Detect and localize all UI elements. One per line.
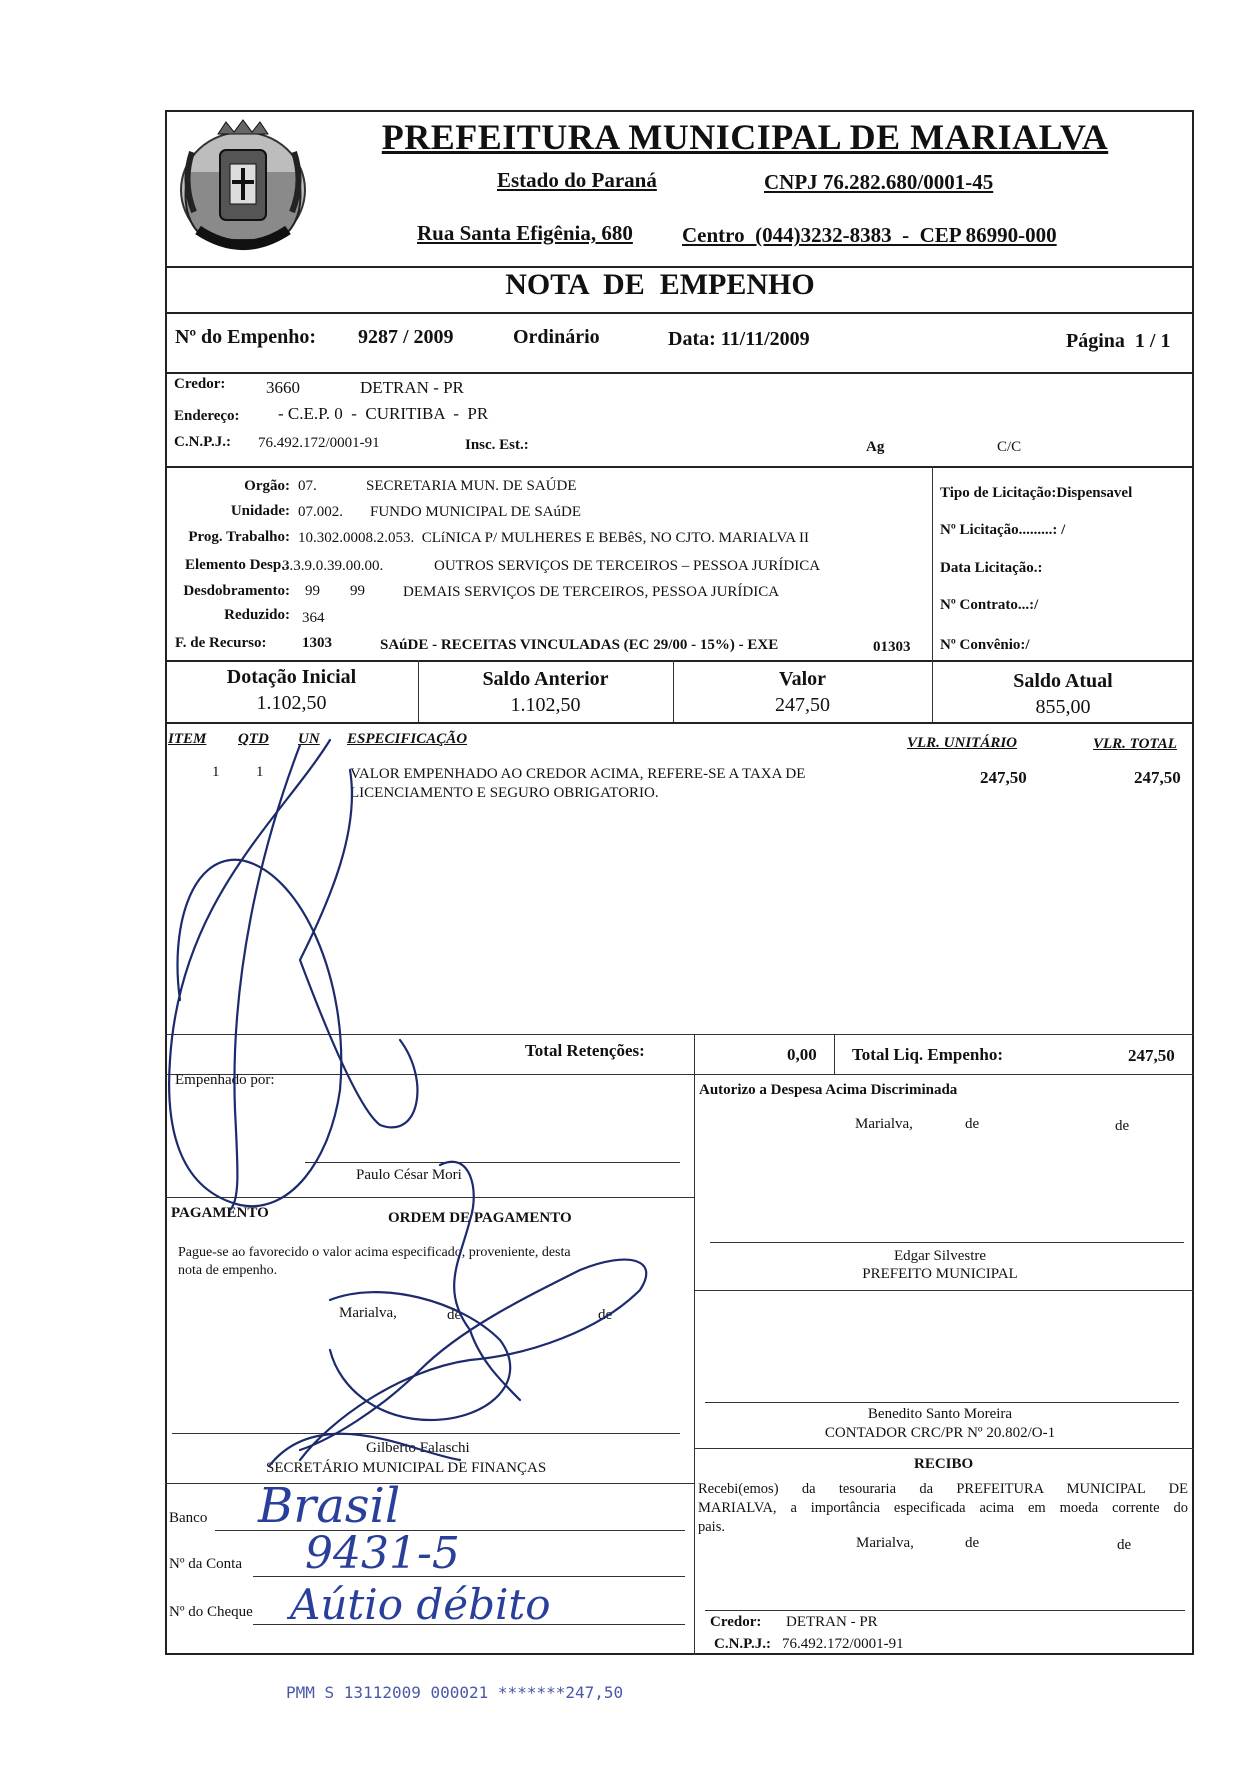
col-vlr-total: VLR. TOTAL: [1093, 736, 1177, 752]
banco-label: Banco: [169, 1510, 208, 1526]
data-licitacao: Data Licitação.:: [940, 560, 1043, 576]
unidade-label: Unidade:: [230, 503, 290, 519]
recurso-code2: 01303: [873, 639, 911, 655]
empenhado-name: Paulo César Mori: [356, 1167, 462, 1183]
numero-convenio: Nº Convênio:/: [940, 637, 1030, 653]
unidade-code: 07.002.: [298, 504, 343, 520]
unidade-name: FUNDO MUNICIPAL DE SAúDE: [370, 504, 581, 520]
dotacao-inicial-value: 1.102,50: [256, 692, 327, 714]
row-qtd: 1: [256, 764, 264, 780]
elemento-label: Elemento Desp.:: [185, 557, 290, 573]
valor-value: 247,50: [775, 694, 830, 716]
autorizo-de1: de: [965, 1116, 980, 1132]
autorizo-text: Autorizo a Despesa Acima Discriminada: [699, 1082, 958, 1098]
recibo-line1: Recebi(emos) da tesouraria da PREFEITURA MUNICIPAL DE: [698, 1481, 1188, 1497]
secretario-name: Gilberto Falaschi: [366, 1440, 470, 1456]
desdobramento-label: Desdobramento:: [183, 583, 290, 599]
empenhado-label: Empenhado por:: [175, 1072, 275, 1088]
cnpj-value: 76.492.172/0001-91: [258, 435, 380, 451]
pagamento-de1: de: [447, 1307, 462, 1323]
state-name: Estado do Paraná: [497, 168, 657, 192]
numero-contrato: Nº Contrato...:/: [940, 597, 1039, 613]
banco-value: Brasil: [258, 1478, 401, 1534]
ag-label: Ag: [866, 439, 885, 455]
contador-name: Benedito Santo Moreira: [867, 1406, 1013, 1422]
valor-label: Valor: [778, 668, 827, 690]
recibo-de1: de: [965, 1535, 980, 1551]
header-address: Rua Santa Efigênia, 680: [417, 221, 633, 245]
pague-line2: nota de empenho.: [178, 1263, 278, 1278]
pagamento-marialva: Marialva,: [339, 1305, 397, 1321]
dotacao-inicial-label: Dotação Inicial: [226, 666, 357, 688]
total-liquido-value: 247,50: [1128, 1046, 1175, 1065]
reduzido-value: 364: [302, 610, 325, 626]
orgao-code: 07.: [298, 478, 317, 494]
header-contact: Centro (044)3232-8383 - CEP 86990-000: [682, 223, 1057, 247]
col-especificacao: ESPECIFICAÇÃO: [347, 731, 468, 747]
cheque-value: Aútio débito: [290, 1580, 551, 1629]
col-qtd: QTD: [238, 731, 269, 747]
desdobramento-code1: 99: [305, 583, 320, 599]
conta-label: Nº da Conta: [169, 1556, 242, 1572]
total-retencoes-value: 0,00: [787, 1045, 817, 1064]
empenho-number: 9287 / 2009: [358, 326, 454, 348]
page-indicator: Página 1 / 1: [1066, 330, 1171, 352]
conta-value: 9431-5: [305, 1528, 460, 1579]
coat-of-arms-logo: [168, 112, 318, 260]
row-vlr-unitario: 247,50: [980, 768, 1027, 787]
elemento-code: 3.3.9.0.39.00.00.: [282, 558, 384, 574]
empenho-number-label: Nº do Empenho:: [175, 326, 317, 348]
row-vlr-total: 247,50: [1134, 768, 1181, 787]
saldo-anterior-label: Saldo Anterior: [482, 668, 609, 690]
saldo-anterior-value: 1.102,50: [510, 694, 581, 716]
recibo-credor-label: Credor:: [710, 1614, 762, 1630]
desdobramento-name: DEMAIS SERVIÇOS DE TERCEIROS, PESSOA JURÍDICA: [403, 584, 780, 600]
tipo-licitacao: Tipo de Licitação:Dispensavel: [940, 485, 1133, 501]
row-item: 1: [212, 764, 220, 780]
prefeito-title: PREFEITO MUNICIPAL: [862, 1266, 1018, 1282]
recurso-label: F. de Recurso:: [175, 635, 267, 651]
document-title: NOTA DE EMPENHO: [505, 268, 815, 301]
prog-trabalho-value: 10.302.0008.2.053. CLíNICA P/ MULHERES E BEBêS, NO CJTO. MARIALVA II: [298, 530, 810, 546]
row-spec-line1: VALOR EMPENHADO AO CREDOR ACIMA, REFERE-SE A TAXA DE: [350, 766, 806, 782]
numero-licitacao: Nº Licitação.........: /: [940, 522, 1066, 538]
col-vlr-unitario: VLR. UNITÁRIO: [907, 735, 1018, 751]
col-un: UN: [298, 731, 320, 747]
total-liquido-label: Total Liq. Empenho:: [852, 1045, 1003, 1064]
insc-est-label: Insc. Est.:: [465, 437, 529, 453]
recurso-name: SAúDE - RECEITAS VINCULADAS (EC 29/00 - 15%) - EXE: [380, 637, 779, 653]
endereco-value: - C.E.P. 0 - CURITIBA - PR: [278, 404, 489, 423]
prog-trabalho-label: Prog. Trabalho:: [188, 529, 290, 545]
recibo-cnpj-value: 76.492.172/0001-91: [782, 1636, 904, 1652]
empenho-date: Data: 11/11/2009: [668, 328, 810, 350]
cc-label: C/C: [997, 439, 1022, 455]
recibo-cnpj-label: C.N.P.J.:: [714, 1636, 771, 1652]
ordem-pagamento-label: ORDEM DE PAGAMENTO: [388, 1210, 572, 1226]
credor-name: DETRAN - PR: [360, 378, 464, 397]
credor-label: Credor:: [174, 376, 226, 392]
autorizo-de2: de: [1115, 1118, 1130, 1134]
cnpj-label: C.N.P.J.:: [174, 434, 231, 450]
col-item: ITEM: [168, 731, 207, 747]
total-retencoes-label: Total Retenções:: [525, 1041, 645, 1060]
secretario-title: SECRETÁRIO MUNICIPAL DE FINANÇAS: [266, 1460, 547, 1476]
recibo-title: RECIBO: [914, 1456, 974, 1472]
empenho-type: Ordinário: [513, 326, 600, 348]
autorizo-marialva: Marialva,: [855, 1116, 913, 1132]
elemento-name: OUTROS SERVIÇOS DE TERCEIROS – PESSOA JURÍDICA: [434, 558, 821, 574]
contador-title: CONTADOR CRC/PR Nº 20.802/O-1: [824, 1425, 1056, 1441]
reduzido-label: Reduzido:: [224, 607, 290, 623]
recurso-code: 1303: [302, 635, 332, 651]
recibo-de2: de: [1117, 1537, 1132, 1553]
prefeito-name: Edgar Silvestre: [893, 1248, 987, 1264]
pagamento-de2: de: [598, 1307, 613, 1323]
desdobramento-code2: 99: [350, 583, 365, 599]
payment-stamp: PMM S 13112009 000021 *******247,50: [286, 1683, 624, 1702]
orgao-name: SECRETARIA MUN. DE SAÚDE: [366, 478, 577, 494]
saldo-atual-value: 855,00: [1035, 696, 1091, 718]
header-cnpj: CNPJ 76.282.680/0001-45: [764, 170, 994, 194]
recibo-line2: MARIALVA, a importância especificada acima em moeda corrente do: [698, 1500, 1188, 1516]
pagamento-label: PAGAMENTO: [171, 1205, 269, 1221]
credor-code: 3660: [266, 378, 300, 397]
row-spec-line2: LICENCIAMENTO E SEGURO OBRIGATORIO.: [350, 785, 659, 801]
recibo-marialva: Marialva,: [856, 1535, 914, 1551]
endereco-label: Endereço:: [174, 408, 240, 424]
prefeitura-title: PREFEITURA MUNICIPAL DE MARIALVA: [381, 117, 1109, 157]
orgao-label: Orgão:: [244, 478, 290, 494]
recibo-credor-value: DETRAN - PR: [786, 1614, 878, 1630]
recibo-line3: pais.: [698, 1519, 725, 1535]
pague-line1: Pague-se ao favorecido o valor acima especificado, proveniente, desta: [178, 1245, 571, 1260]
cheque-label: Nº do Cheque: [169, 1604, 253, 1620]
saldo-atual-label: Saldo Atual: [1013, 670, 1113, 692]
